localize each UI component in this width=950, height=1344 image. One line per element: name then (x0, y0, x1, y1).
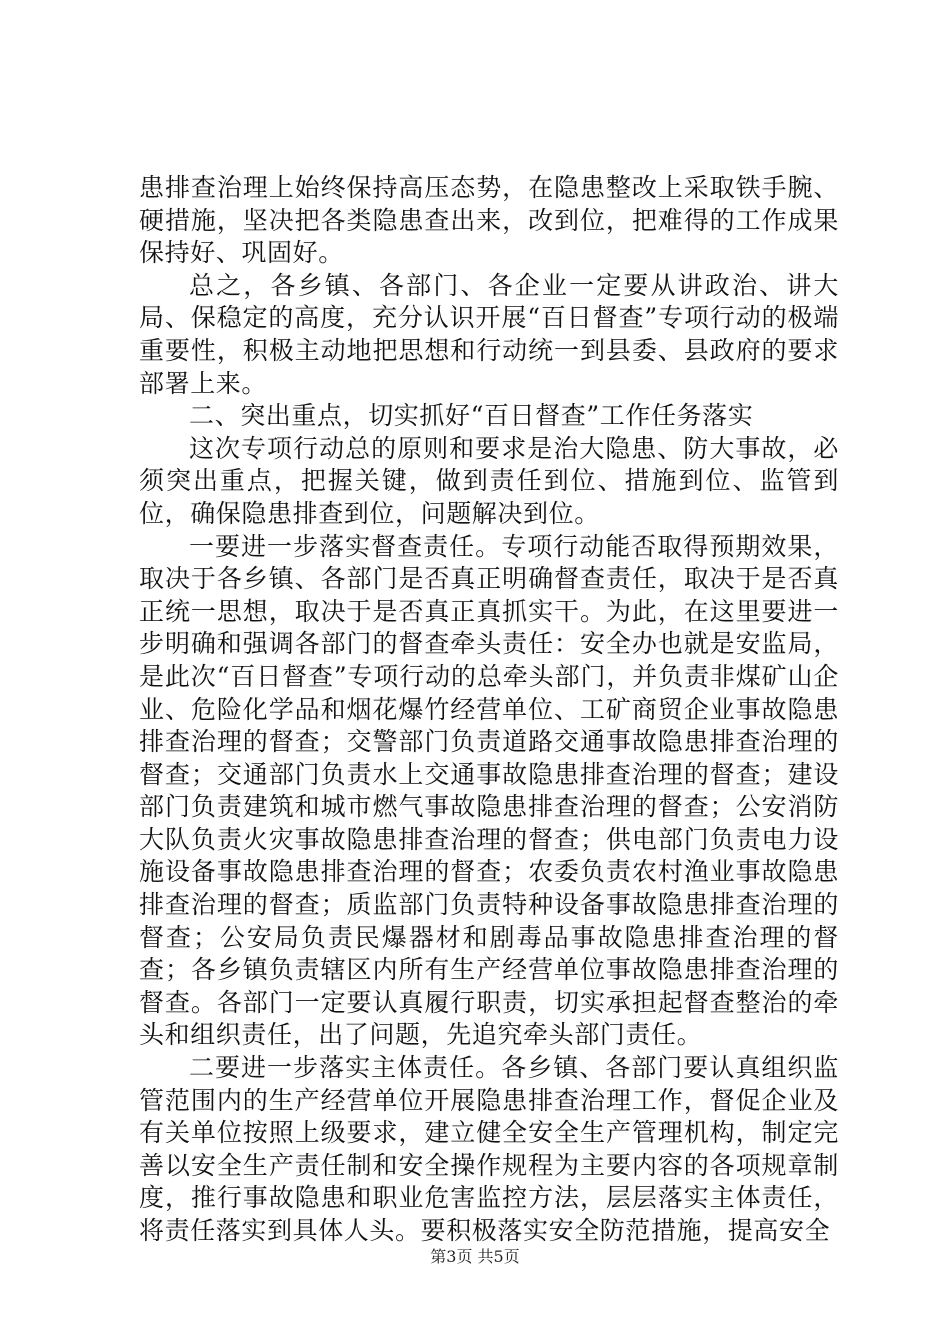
page-number-footer: 第3页 共5页 (430, 1247, 520, 1266)
section-heading: 二、突出重点，切实抓好“百日督查”工作任务落实 (189, 401, 754, 431)
paragraph-supervision-responsibility: 一要进一步落实督查责任。专项行动能否取得预期效果，取决于各乡镇、各部门是否真正明确督查责任，取决于是否真正统一思想，取决于是否真正真抓实干。为此，在这里要进一步明确和强调各部门的督查牵头责任：安全办也就是安监局，是此次“百日督查”专项行动的总牵头部门，并负责非煤矿山企业、危险化学品和烟花爆竹经营单位、工矿商贸企业事故隐患排查治理的督查；交警部门负责道路交通事故隐患排查治理的督查；交通部门负责水上交通事故隐患排查治理的督查；建设部门负责建筑和城市燃气事故隐患排查治理的督查；公安消防大队负责火灾事故隐患排查治理的督查；供电部门负责电力设施设备事故隐患排查治理的督查；农委负责农村渔业事故隐患排查治理的督查；质监部门负责特种设备事故隐患排查治理的督查；公安局负责民爆器材和剧毒品事故隐患排查治理的督查；各乡镇负责辖区内所有生产经营单位事故隐患排查治理的督查。各部门一定要认真履行职责，切实承担起督查整治的牵头和组织责任，出了问题，先追究牵头部门责任。 (139, 531, 839, 1050)
paragraph-principles: 这次专项行动总的原则和要求是治大隐患、防大事故，必须突出重点，把握关键，做到责任到位、措施到位、监管到位，确保隐患排查到位，问题解决到位。 (139, 433, 839, 528)
paragraph-summary: 总之，各乡镇、各部门、各企业一定要从讲政治、讲大局、保稳定的高度，充分认识开展“百日督查”专项行动的极端重要性，积极主动地把思想和行动统一到县委、县政府的要求部署上来。 (139, 270, 839, 398)
paragraph-continuation: 患排查治理上始终保持高压态势，在隐患整改上采取铁手腕、硬措施，坚决把各类隐患查出来，改到位，把难得的工作成果保持好、巩固好。 (139, 173, 839, 268)
document-body (139, 172, 839, 1248)
paragraph-main-responsibility: 二要进一步落实主体责任。各乡镇、各部门要认真组织监管范围内的生产经营单位开展隐患排查治理工作，督促企业及有关单位按照上级要求，建立健全安全生产管理机构，制定完善以安全生产责任制和安全操作规程为主要内容的各项规章制度，推行事故隐患和职业危害监控方法，层层落实主体责任，将责任落实到具体人头。要积极落实安全防范措施，提高安全 (139, 1053, 839, 1245)
